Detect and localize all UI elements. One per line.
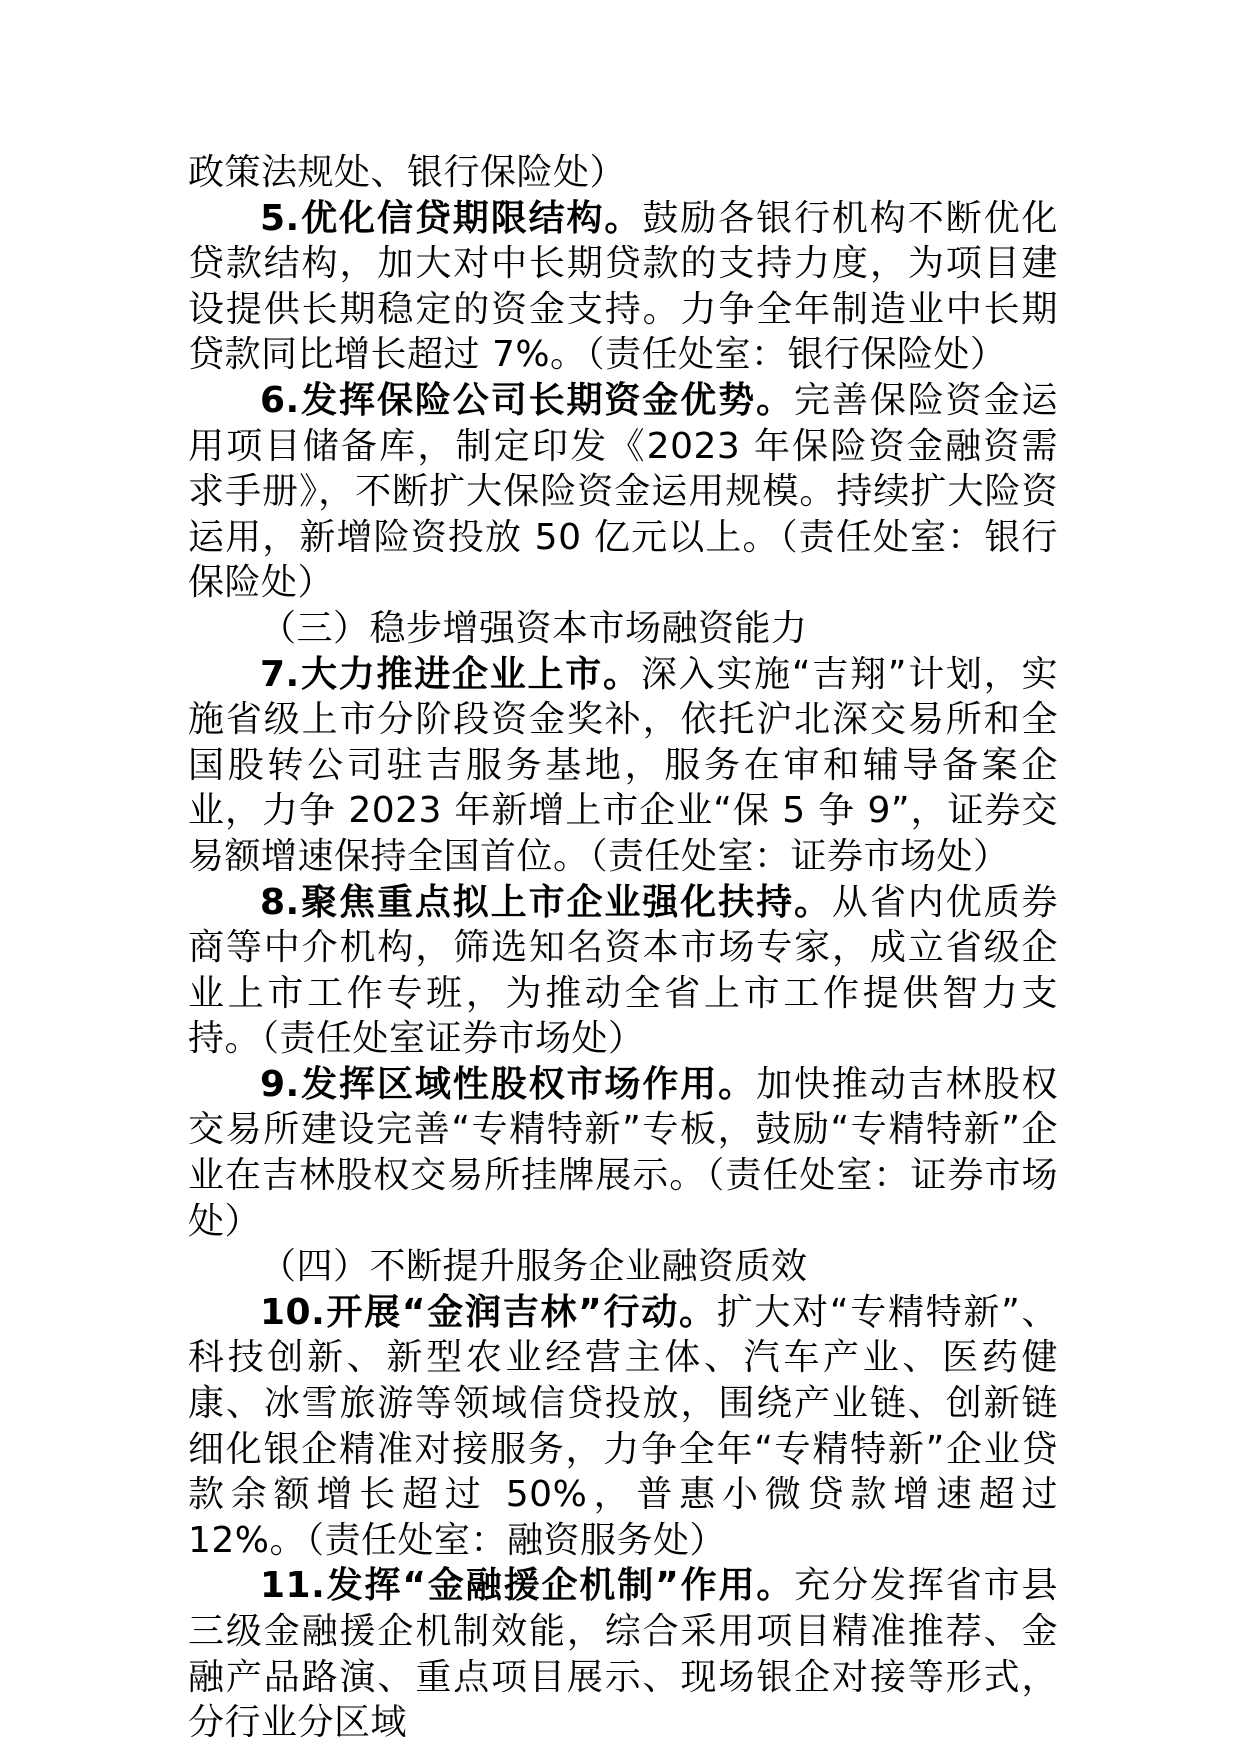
paragraph-item-5	[188, 196, 1058, 378]
section-heading-4: （四）不断提升服务企业融资质效	[260, 1246, 808, 1288]
item-heading: 11.发挥“金融援企机制”作用。	[260, 1565, 795, 1607]
paragraph-text: 加快推动吉林股权交易所建设完善“专精特新”专板，鼓励“专精特新”企业在吉林股权交易所挂牌展示。（责任处室：证券市场处）	[188, 1063, 1058, 1242]
paragraph-item-8	[188, 880, 1058, 1062]
item-heading: 7.大力推进企业上市。	[260, 653, 641, 695]
item-heading: 10.开展“金润吉林”行动。	[260, 1291, 717, 1333]
paragraph-text: 鼓励各银行机构不断优化贷款结构，加大对中长期贷款的支持力度，为项目建设提供长期稳定的资金支持。力争全年制造业中长期贷款同比增长超过 7%。（责任处室：银行保险处）	[188, 197, 1058, 376]
paragraph-text: 充分发挥省市县三级金融援企机制效能，综合采用项目精准推荐、金融产品路演、重点项目展示、现场银企对接等形式，分行业分区域	[188, 1565, 1058, 1744]
document-body	[188, 150, 1058, 1746]
item-heading: 6.发挥保险公司长期资金优势。	[260, 379, 794, 421]
item-heading: 5.优化信贷期限结构。	[260, 197, 643, 239]
item-heading: 9.发挥区域性股权市场作用。	[260, 1063, 757, 1105]
paragraph-text: 完善保险资金运用项目储备库，制定印发《2023 年保险资金融资需求手册》，不断扩大保险资金运用规模。持续扩大险资运用，新增险资投放 50 亿元以上。（责任处室：银行保险处）	[188, 379, 1058, 604]
section-heading-3: （三）稳步增强资本市场融资能力	[260, 607, 808, 649]
item-heading: 8.聚焦重点拟上市企业强化扶持。	[260, 881, 832, 923]
paragraph-item-7	[188, 652, 1058, 880]
paragraph-text: 从省内优质券商等中介机构，筛选知名资本市场专家，成立省级企业上市工作专班，为推动全省上市工作提供智力支持。（责任处室证券市场处）	[188, 881, 1058, 1060]
paragraph-item-6	[188, 378, 1058, 606]
paragraph-item-11	[188, 1563, 1058, 1745]
paragraph-continued	[188, 150, 1058, 196]
paragraph-item-10	[188, 1290, 1058, 1564]
paragraph-item-9	[188, 1062, 1058, 1244]
paragraph-text: 扩大对“专精特新”、科技创新、新型农业经营主体、汽车产业、医药健康、冰雪旅游等领域信贷投放，围绕产业链、创新链细化银企精准对接服务，力争全年“专精特新”企业贷款余额增长超过 50%，普惠小微贷款增速超过 12%。（责任处室：融资服务处）	[188, 1291, 1058, 1561]
paragraph-text: 深入实施“吉翔”计划，实施省级上市分阶段资金奖补，依托沪北深交易所和全国股转公司驻吉服务基地，服务在审和辅导备案企业，力争 2023 年新增上市企业“保 5 争 9”，证券交易额增速保持全国首位。（责任处室：证券市场处）	[188, 653, 1058, 877]
paragraph-text: 政策法规处、银行保险处）	[188, 152, 627, 193]
